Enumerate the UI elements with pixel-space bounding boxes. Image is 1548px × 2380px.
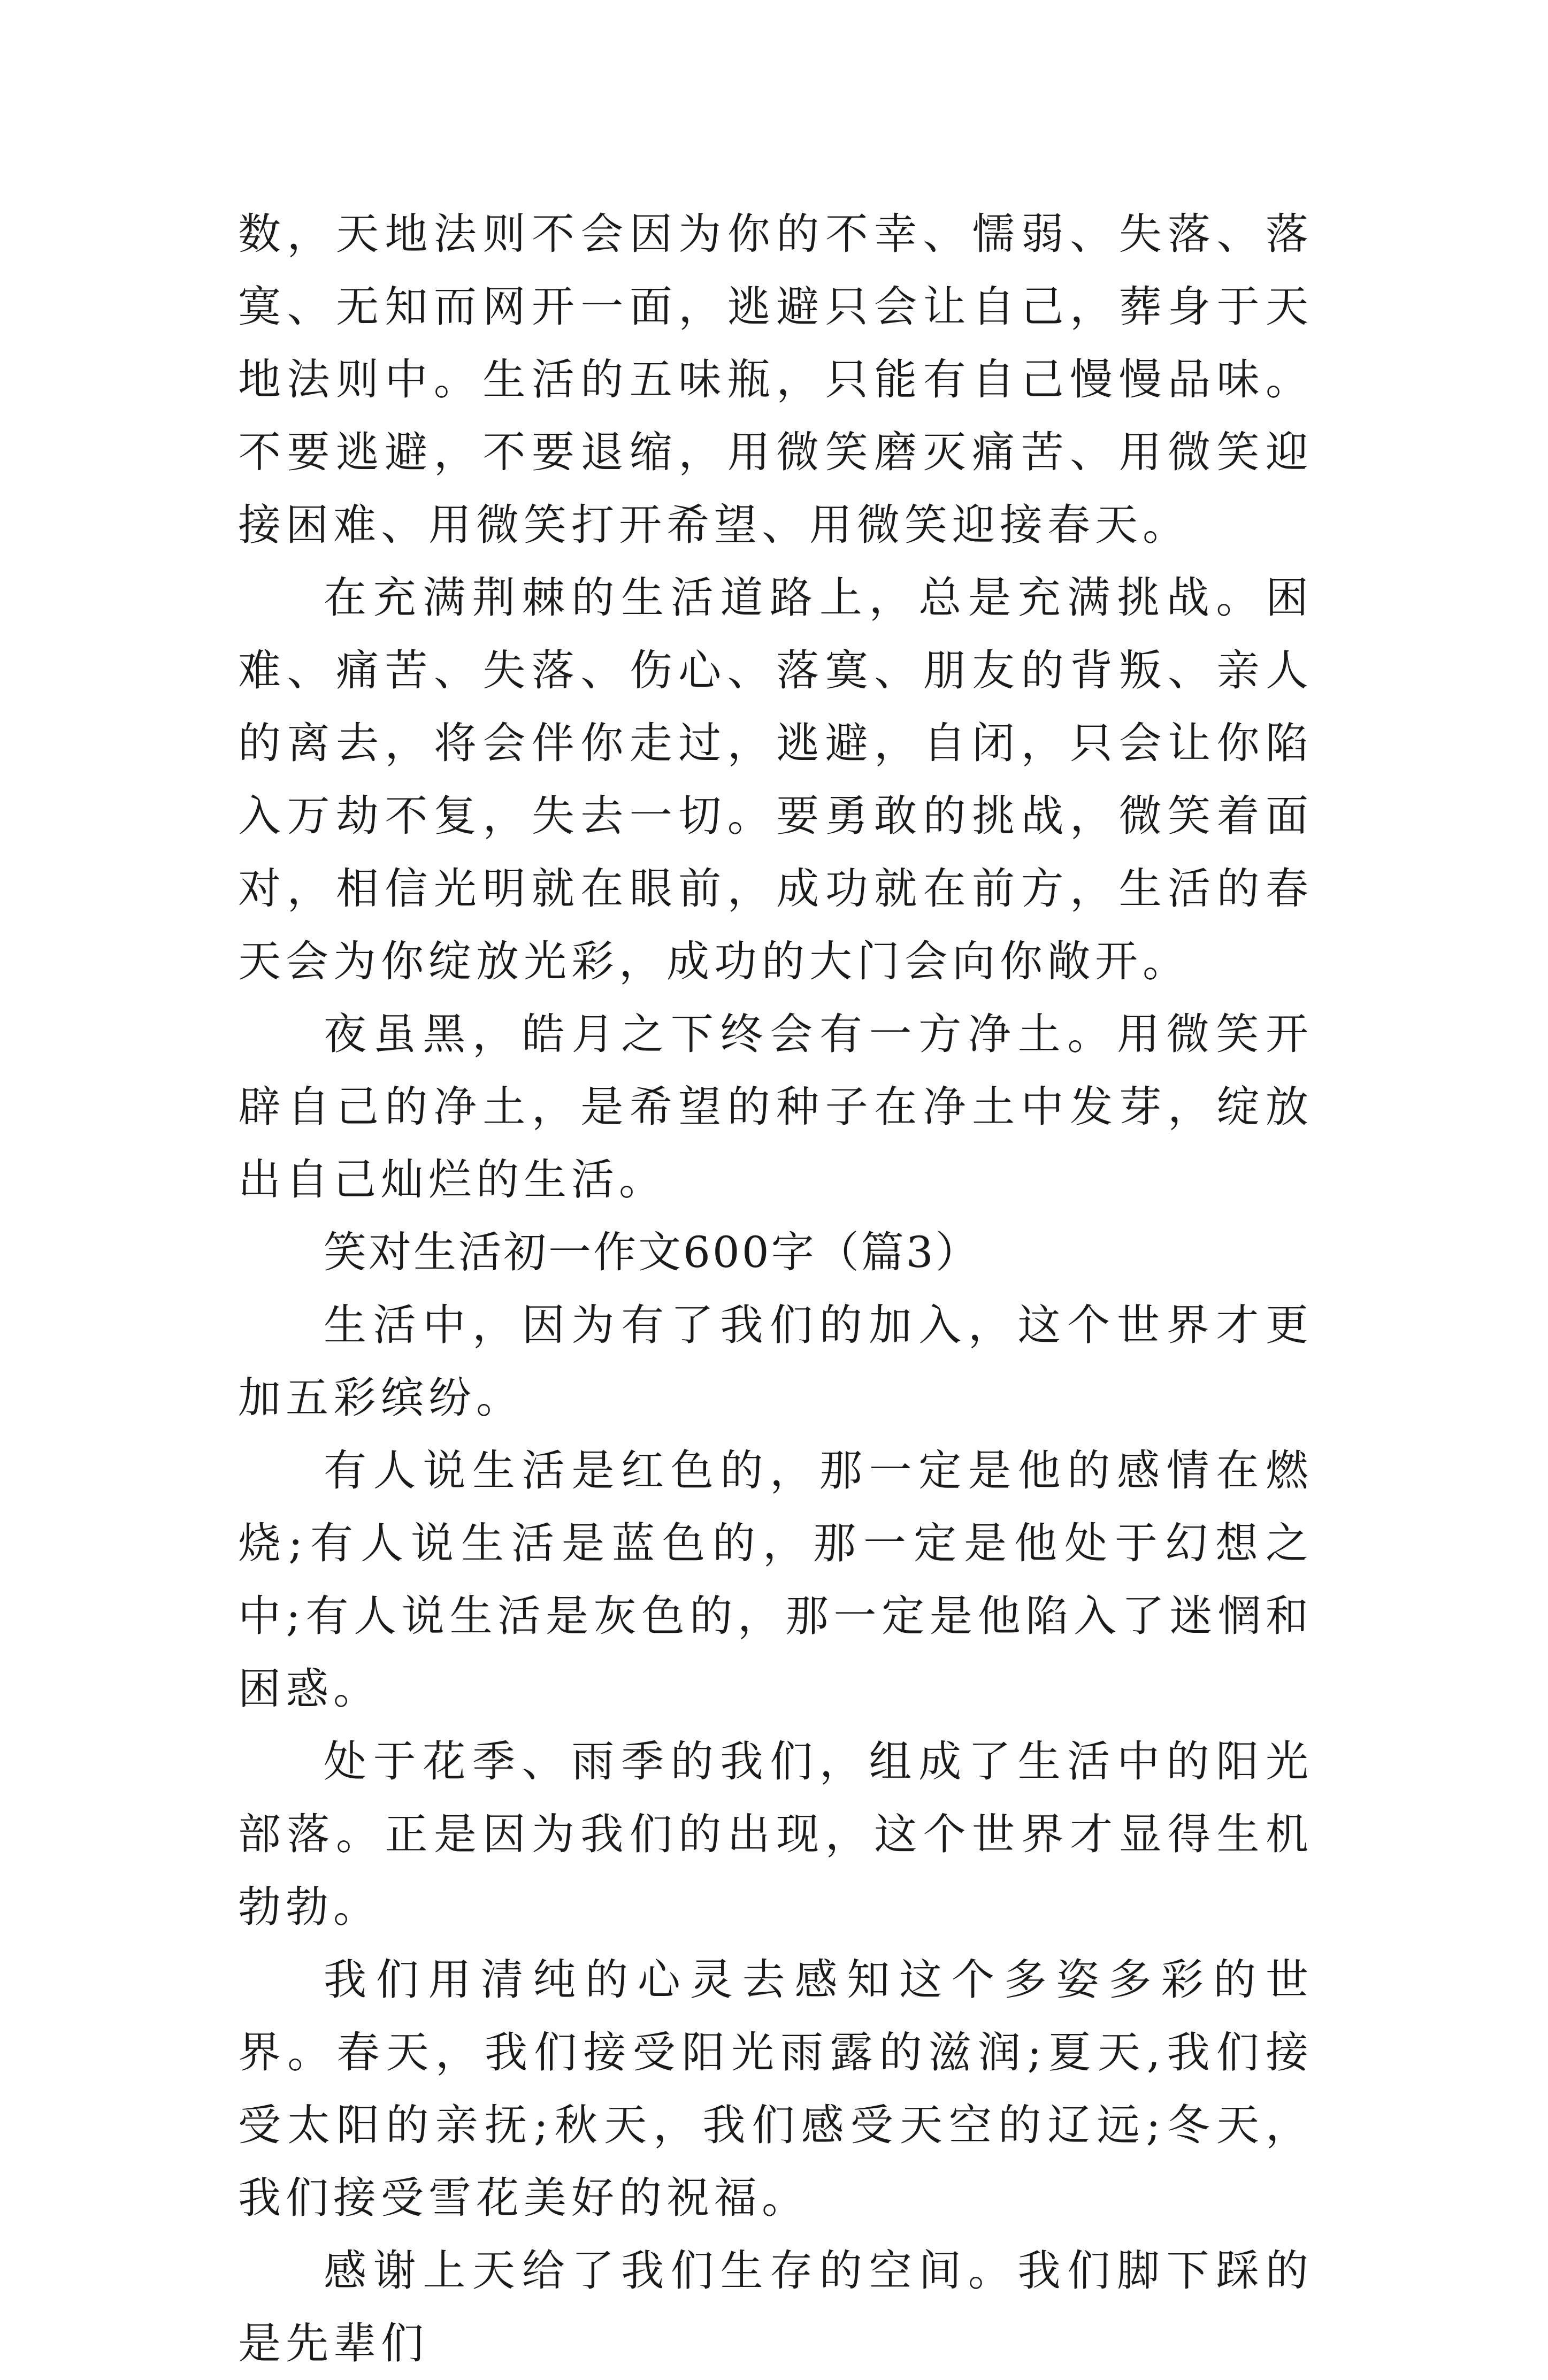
paragraph-2: 在充满荆棘的生活道路上，总是充满挑战。困难、痛苦、失落、伤心、落寞、朋友的背叛、亲人的离去，将会伴你走过，逃避，自闭，只会让你陷入万劫不复，失去一切。要勇敢的挑战，微笑着面对，相信光明就在眼前，成功就在前方，生活的春天会为你绽放光彩，成功的大门会向你敞开。 bbox=[238, 573, 1313, 986]
paragraph-3: 夜虽黑，皓月之下终会有一方净土。用微笑开辟自己的净土，是希望的种子在净土中发芽，绽放出自己灿烂的生活。 bbox=[238, 1009, 1313, 1204]
paragraph-6: 处于花季、雨季的我们，组成了生活中的阳光部落。正是因为我们的出现，这个世界才显得生机勃勃。 bbox=[238, 1737, 1313, 1932]
paragraph-7: 我们用清纯的心灵去感知这个多姿多彩的世界。春天，我们接受阳光雨露的滋润;夏天,我们接受太阳的亲抚;秋天，我们感受天空的辽远;冬天，我们接受雪花美好的祝福。 bbox=[238, 1955, 1313, 2223]
paragraph-4: 生活中，因为有了我们的加入，这个世界才更加五彩缤纷。 bbox=[238, 1300, 1313, 1423]
paragraph-1: 数，天地法则不会因为你的不幸、懦弱、失落、落寞、无知而网开一面，逃避只会让自己，葬身于天地法则中。生活的五味瓶，只能有自己慢慢品味。不要逃避，不要退缩，用微笑磨灭痛苦、用微笑迎接困难、用微笑打开希望、用微笑迎接春天。 bbox=[238, 209, 1313, 550]
section-heading: 笑对生活初一作文600字（篇3） bbox=[324, 1227, 980, 1277]
article-body bbox=[238, 198, 1313, 2380]
paragraph-5: 有人说生活是红色的，那一定是他的感情在燃烧;有人说生活是蓝色的，那一定是他处于幻想之中;有人说生活是灰色的，那一定是他陷入了迷惘和困惑。 bbox=[238, 1446, 1313, 1714]
paragraph-8: 感谢上天给了我们生存的空间。我们脚下踩的是先辈们 bbox=[238, 2246, 1313, 2368]
